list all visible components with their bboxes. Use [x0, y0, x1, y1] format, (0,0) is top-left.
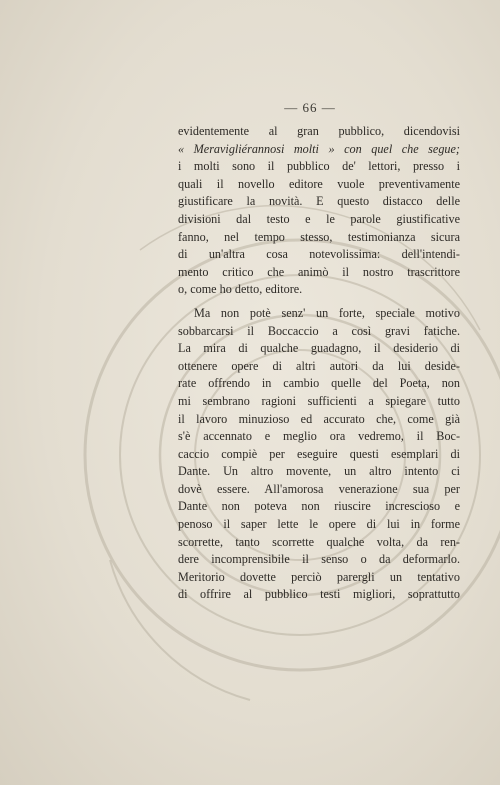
text-line: Dante. Un altro movente, un altro intento ci [178, 464, 460, 479]
text-line: Ma non potè senz' un forte, speciale motivo [194, 305, 460, 320]
text-line: s'è accennato e meglio ora vedremo, il Boc- [178, 429, 460, 444]
text-line: penoso il saper lette le opere di lui in forme [178, 517, 460, 532]
text-line: sobbarcarsi il Boccaccio a così gravi fatiche. [178, 323, 460, 338]
text-line: scorrette, tanto scorrette qualche volta, da ren- [178, 534, 460, 549]
text-line: divisioni dal testo e le parole giustificative [178, 211, 460, 226]
text-line: i molti sono il pubblico de' lettori, presso i [178, 159, 460, 174]
text-line: fanno, nel tempo stesso, testimonianza sicura [178, 229, 460, 244]
text-line: giustificare la novità. E questo distacco delle [178, 194, 460, 209]
text-line: caccio compiè per eseguire questi esemplari di [178, 446, 460, 461]
text-line: di un'altra cosa notevolissima: dell'intendi- [178, 247, 460, 262]
text-line: mento critico che animò il nostro trascrittore [178, 264, 460, 279]
text-line: dere incomprensibile il senso o da deformarlo. [178, 552, 460, 567]
text-line: il lavoro minuzioso ed accurato che, come già [178, 411, 460, 426]
text-line: di offrire al pubblico testi migliori, soprattutto [178, 587, 460, 602]
text-line: mi sembrano ragioni sufficienti a spiegare tutto [178, 393, 460, 408]
text-line: o, come ho detto, editore. [178, 282, 303, 297]
paragraph-1 [178, 123, 460, 299]
text-line: « Meravigliérannosi molti » con quel che segue; [178, 141, 460, 156]
text-line: La mira di qualche guadagno, il desiderio di [178, 341, 460, 356]
page-number: — 66 — [284, 100, 336, 115]
text-line: evidentemente al gran pubblico, dicendovisi [178, 124, 460, 138]
text-line: Meritorio dovette perciò parergli un tentativo [178, 569, 460, 584]
text-line: quali il novello editore vuole preventivamente [178, 176, 460, 191]
text-line: ottenere opere di altri autori da lui deside- [178, 358, 460, 373]
text-line: Dante non poteva non riuscire increscioso e [178, 499, 460, 514]
body-text [178, 123, 460, 604]
text-line: rate offrendo in cambio quelle del Poeta, non [178, 376, 460, 391]
text-line: dovè essere. All'amorosa venerazione sua per [178, 481, 460, 496]
paragraph-2 [178, 305, 460, 604]
